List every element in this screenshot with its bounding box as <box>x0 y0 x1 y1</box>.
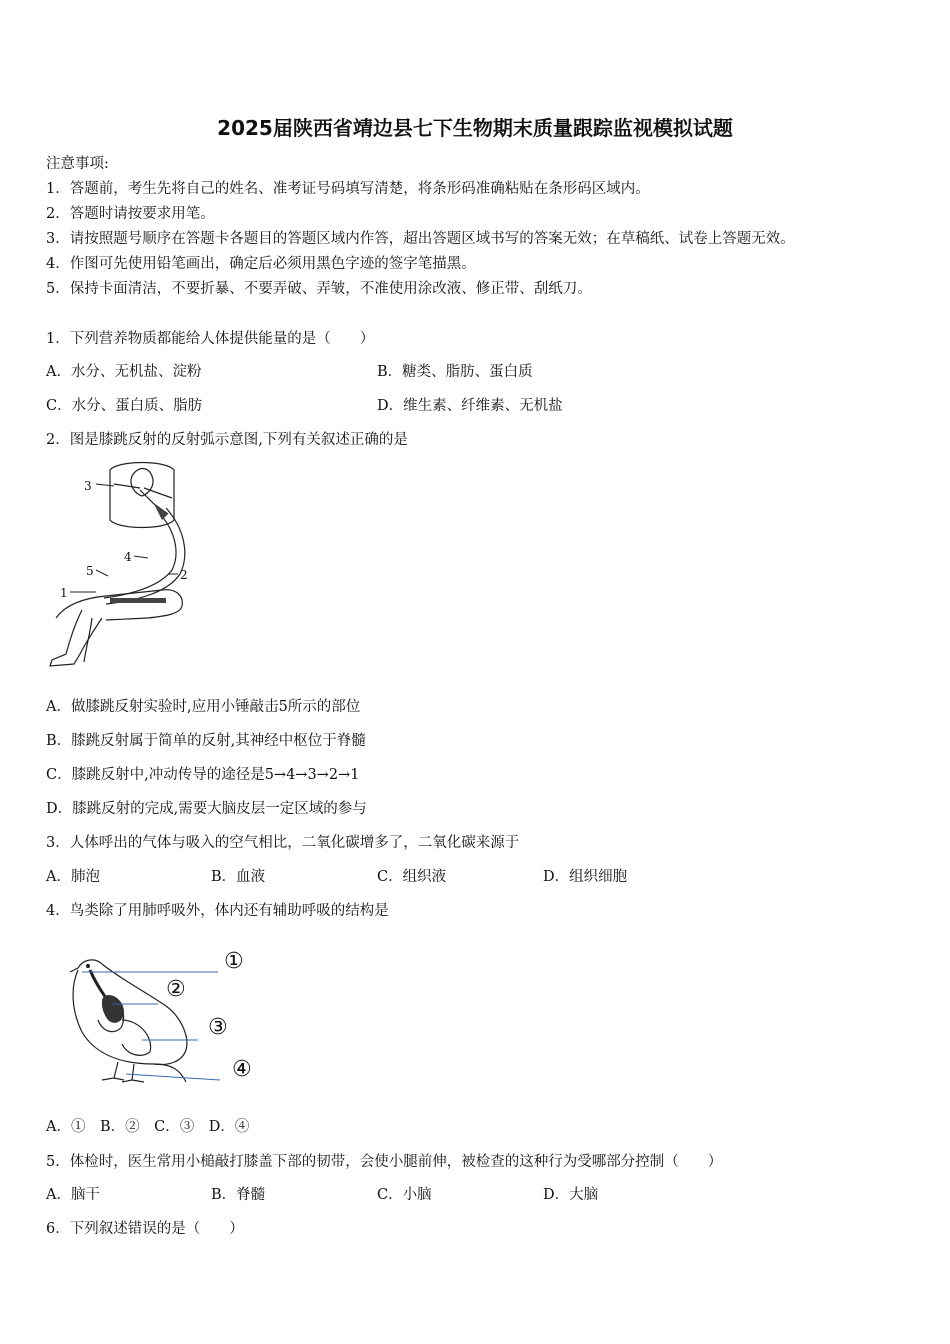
q1-option-d: D．维生素、纤维素、无机盐 <box>377 398 563 414</box>
q5-option-d: D．大脑 <box>543 1187 599 1203</box>
q1-option-c: C．水分、蛋白质、脂肪 <box>46 398 203 414</box>
q2-option-a: A．做膝跳反射实验时,应用小锤敲击5所示的部位 <box>46 699 361 715</box>
question-2-stem: 2．图是膝跳反射的反射弧示意图,下列有关叙述正确的是 <box>46 432 408 448</box>
question-4-stem: 4．鸟类除了用肺呼吸外，体内还有辅助呼吸的结构是 <box>46 903 389 919</box>
notice-item: 5．保持卡面清洁，不要折暴、不要弄破、弄皱，不准使用涂改液、修正带、刮纸刀。 <box>46 281 592 297</box>
knee-jerk-reflex-figure <box>44 458 204 668</box>
figure-label-3: 3 <box>84 479 92 493</box>
page-title: 2025届陕西省靖边县七下生物期末质量跟踪监视模拟试题 <box>217 116 733 140</box>
q5-option-c: C．小脑 <box>377 1187 432 1203</box>
figure-label-circled-3: ③ <box>208 1015 228 1040</box>
q5-option-b: B．脊髓 <box>211 1187 266 1203</box>
q2-option-b: B．膝跳反射属于简单的反射,其神经中枢位于脊髓 <box>46 733 366 749</box>
q2-option-d: D．膝跳反射的完成,需要大脑皮层一定区域的参与 <box>46 801 367 817</box>
question-1-stem: 1．下列营养物质都能给人体提供能量的是（ ） <box>46 331 375 347</box>
notice-heading: 注意事项: <box>46 156 109 172</box>
figure-label-2: 2 <box>180 568 188 582</box>
notice-item: 2．答题时请按要求用笔。 <box>46 206 215 222</box>
q3-option-a: A．肺泡 <box>46 869 100 885</box>
q3-option-c: C．组织液 <box>377 869 447 885</box>
q3-option-b: B．血液 <box>211 869 266 885</box>
q1-option-b: B．糖类、脂肪、蛋白质 <box>377 364 533 380</box>
figure-label-circled-2: ② <box>166 977 186 1002</box>
bird-respiratory-figure <box>62 940 267 1090</box>
figure-label-4: 4 <box>124 550 132 564</box>
figure-label-circled-1: ① <box>224 949 244 974</box>
q2-option-c: C．膝跳反射中,冲动传导的途径是5→4→3→2→1 <box>46 767 360 783</box>
question-6-stem: 6．下列叙述错误的是（ ） <box>46 1221 244 1237</box>
q5-option-a: A．脑干 <box>46 1187 100 1203</box>
notice-item: 1．答题前，考生先将自己的姓名、准考证号码填写清楚，将条形码准确粘贴在条形码区域内。 <box>46 181 650 197</box>
q4-options: A．① B．② C．③ D．④ <box>46 1119 250 1135</box>
figure-label-1: 1 <box>60 586 68 600</box>
notice-item: 3．请按照题号顺序在答题卡各题目的答题区域内作答，超出答题区域书写的答案无效；在草稿纸、试卷上答题无效。 <box>46 231 795 247</box>
question-5-stem: 5．体检时，医生常用小槌敲打膝盖下部的韧带，会使小腿前伸，被检查的这种行为受哪部分控制（ ） <box>46 1154 723 1170</box>
question-3-stem: 3．人体呼出的气体与吸入的空气相比，二氧化碳增多了，二氧化碳来源于 <box>46 835 520 851</box>
figure-label-circled-4: ④ <box>232 1057 252 1082</box>
figure-label-5: 5 <box>86 564 94 578</box>
q1-option-a: A．水分、无机盐、淀粉 <box>46 364 202 380</box>
notice-item: 4．作图可先使用铅笔画出，确定后必须用黑色字迹的签字笔描黑。 <box>46 256 476 272</box>
q3-option-d: D．组织细胞 <box>543 869 628 885</box>
